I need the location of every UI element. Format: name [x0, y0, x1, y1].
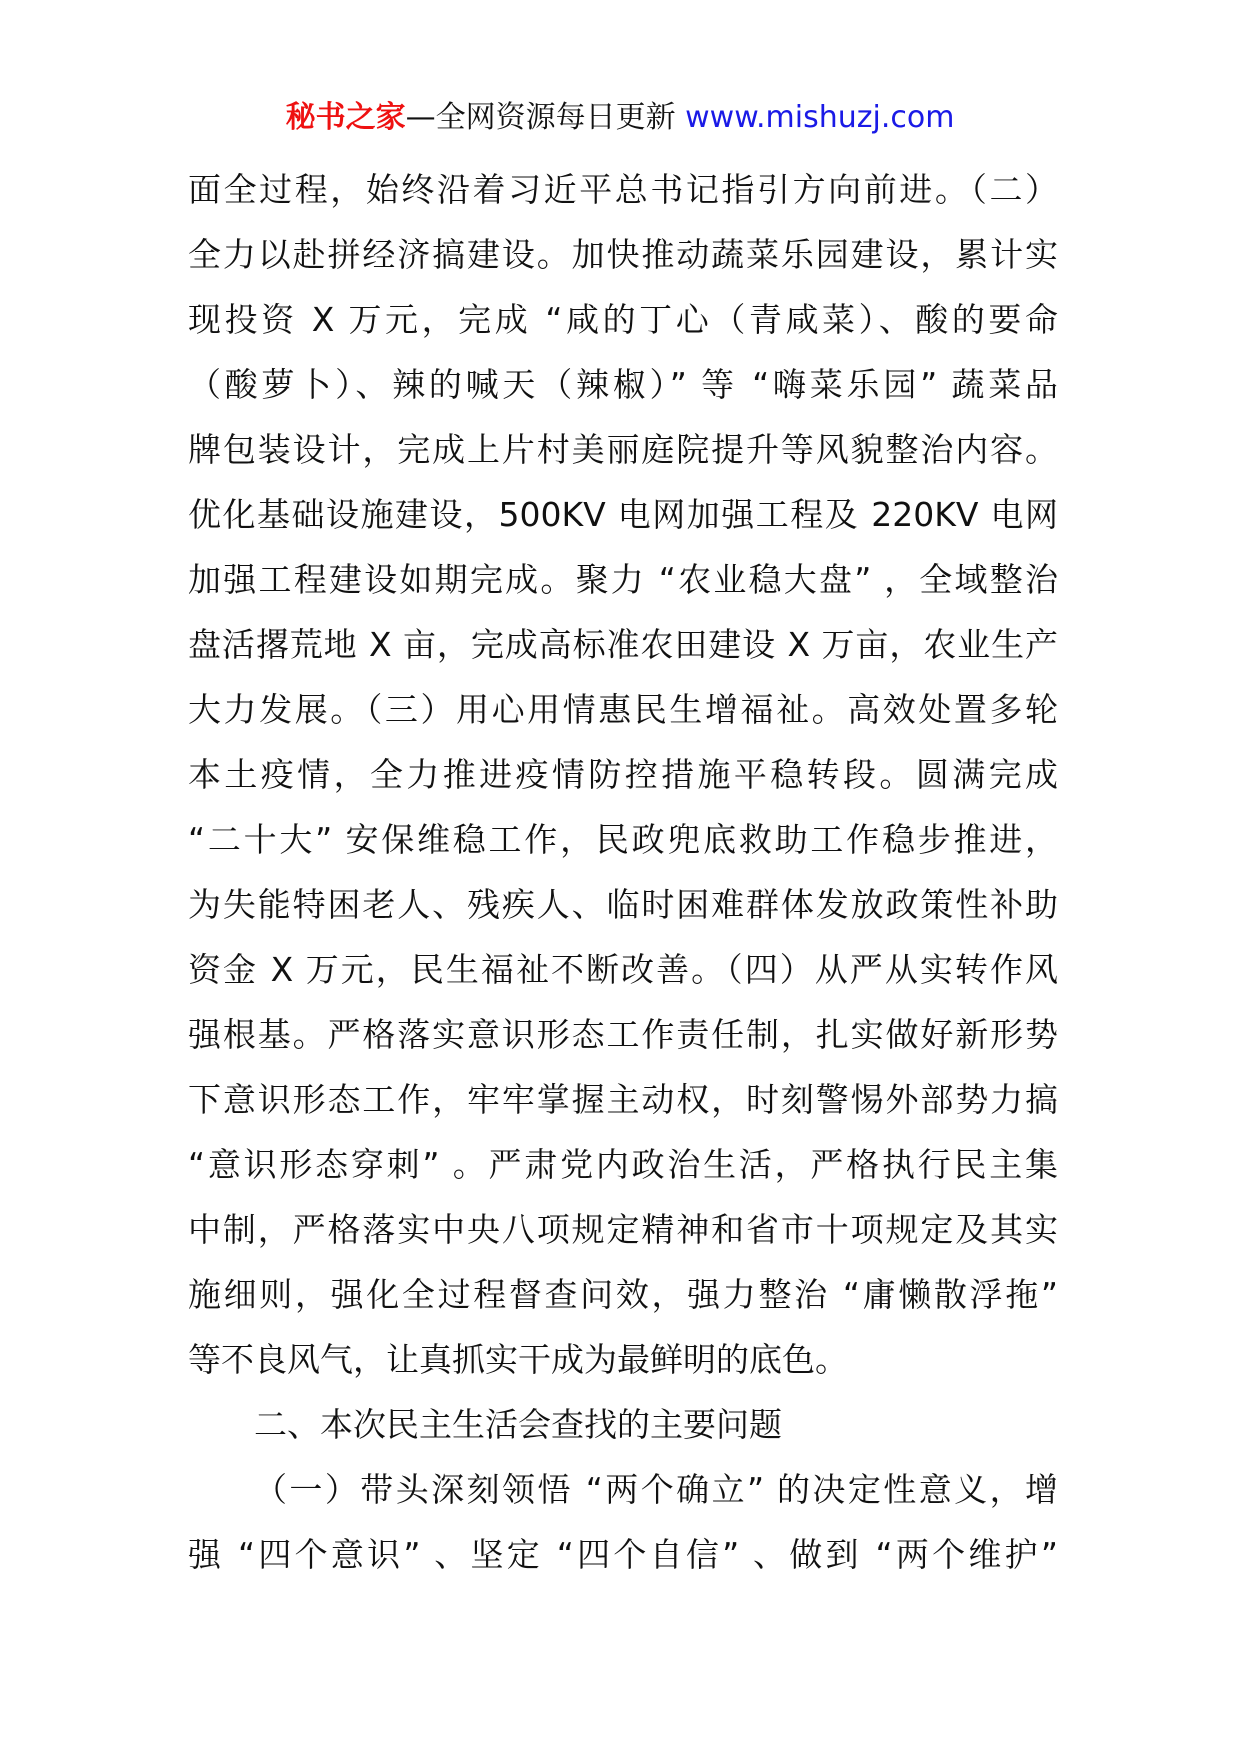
document-body	[188, 157, 1058, 1587]
text-line: 下意识形态工作，牢牢掌握主动权，时刻警惕外部势力搞	[188, 1080, 1058, 1119]
site-url: www.mishuzj.com	[685, 100, 955, 135]
text-line: 资金 X 万元，民生福祉不断改善。（四）从严从实转作风	[188, 950, 1058, 989]
text-line: 现投资 X 万元，完成 “咸的丁心（青咸菜）、酸的要命	[188, 300, 1058, 339]
text-line: 面全过程，始终沿着习近平总书记指引方向前进。（二）	[188, 170, 1058, 209]
text-line: 为失能特困老人、残疾人、临时困难群体发放政策性补助	[188, 885, 1058, 924]
paragraph-last-line: 等不良风气，让真抓实干成为最鲜明的底色。	[188, 1340, 848, 1379]
text-line: 全力以赴拼经济搞建设。加快推动蔬菜乐园建设，累计实	[188, 235, 1058, 274]
text-line: “意识形态穿刺” 。严肃党内政治生活，严格执行民主集	[188, 1145, 1058, 1184]
text-line: （酸萝卜）、辣的喊天（辣椒）” 等 “嗨菜乐园” 蔬菜品	[188, 365, 1058, 404]
section-heading: 二、本次民主生活会查找的主要问题	[254, 1405, 782, 1444]
text-line: 本土疫情，全力推进疫情防控措施平稳转段。圆满完成	[188, 755, 1058, 794]
header-slogan: —全网资源每日更新	[405, 100, 676, 135]
text-line: “二十大” 安保维稳工作，民政兜底救助工作稳步推进，	[188, 820, 1058, 859]
site-header	[0, 98, 1240, 138]
text-line: 优化基础设施建设，500KV 电网加强工程及 220KV 电网	[188, 495, 1058, 534]
text-line: 中制，严格落实中央八项规定精神和省市十项规定及其实	[188, 1210, 1058, 1249]
brand-name: 秘书之家	[285, 100, 406, 135]
text-line: 强根基。严格落实意识形态工作责任制，扎实做好新形势	[188, 1015, 1058, 1054]
subsection-line: （一）带头深刻领悟 “两个确立” 的决定性意义，增	[254, 1470, 1058, 1509]
text-line: 加强工程建设如期完成。聚力 “农业稳大盘” ，全域整治	[188, 560, 1058, 599]
text-line: 大力发展。（三）用心用情惠民生增福祉。高效处置多轮	[188, 690, 1058, 729]
subsection-line: 强 “四个意识” 、坚定 “四个自信” 、做到 “两个维护”	[188, 1535, 1058, 1574]
text-line: 盘活撂荒地 X 亩，完成高标准农田建设 X 万亩，农业生产	[188, 625, 1058, 664]
text-line: 施细则，强化全过程督查问效，强力整治 “庸懒散浮拖”	[188, 1275, 1058, 1314]
text-line: 牌包装设计，完成上片村美丽庭院提升等风貌整治内容。	[188, 430, 1058, 469]
